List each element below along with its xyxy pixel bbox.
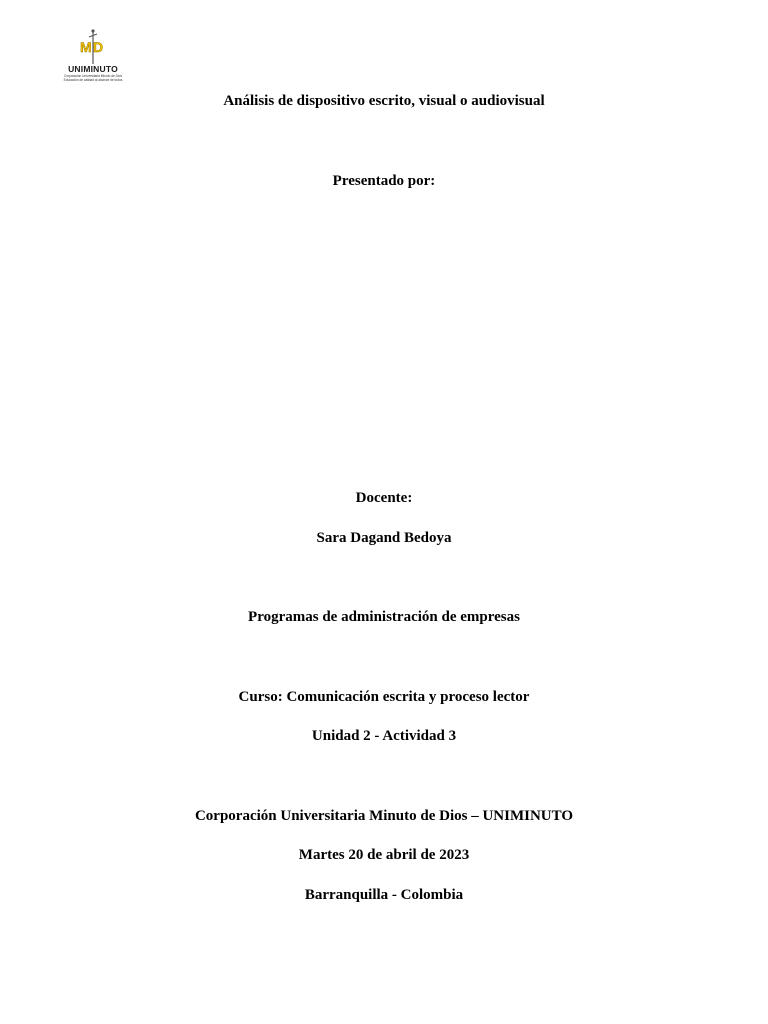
presented-by-label: Presentado por: bbox=[332, 173, 436, 189]
course-name: Curso: Comunicación escrita y proceso lector bbox=[238, 689, 530, 705]
md-emblem-icon bbox=[56, 28, 130, 66]
document-title: Análisis de dispositivo escrito, visual o audiovisual bbox=[223, 93, 545, 109]
document-date: Martes 20 de abril de 2023 bbox=[298, 847, 470, 863]
svg-text:D: D bbox=[93, 39, 104, 55]
teacher-label: Docente: bbox=[355, 490, 413, 506]
svg-text:M: M bbox=[80, 39, 92, 55]
unit-activity: Unidad 2 - Actividad 3 bbox=[311, 728, 457, 744]
logo-subtitle-line1: Corporación Universitaria Minuto de Dios bbox=[63, 74, 123, 78]
document-location: Barranquilla - Colombia bbox=[304, 887, 464, 903]
uniminuto-logo bbox=[56, 28, 130, 82]
logo-name: UNIMINUTO bbox=[68, 64, 118, 74]
logo-subtitle-line2: Educación de calidad al alcance de todos bbox=[63, 78, 123, 82]
program-name: Programas de administración de empresas bbox=[248, 609, 520, 625]
teacher-name: Sara Dagand Bedoya bbox=[316, 530, 452, 546]
institution-name: Corporación Universitaria Minuto de Dios – UNIMINUTO bbox=[194, 808, 574, 824]
